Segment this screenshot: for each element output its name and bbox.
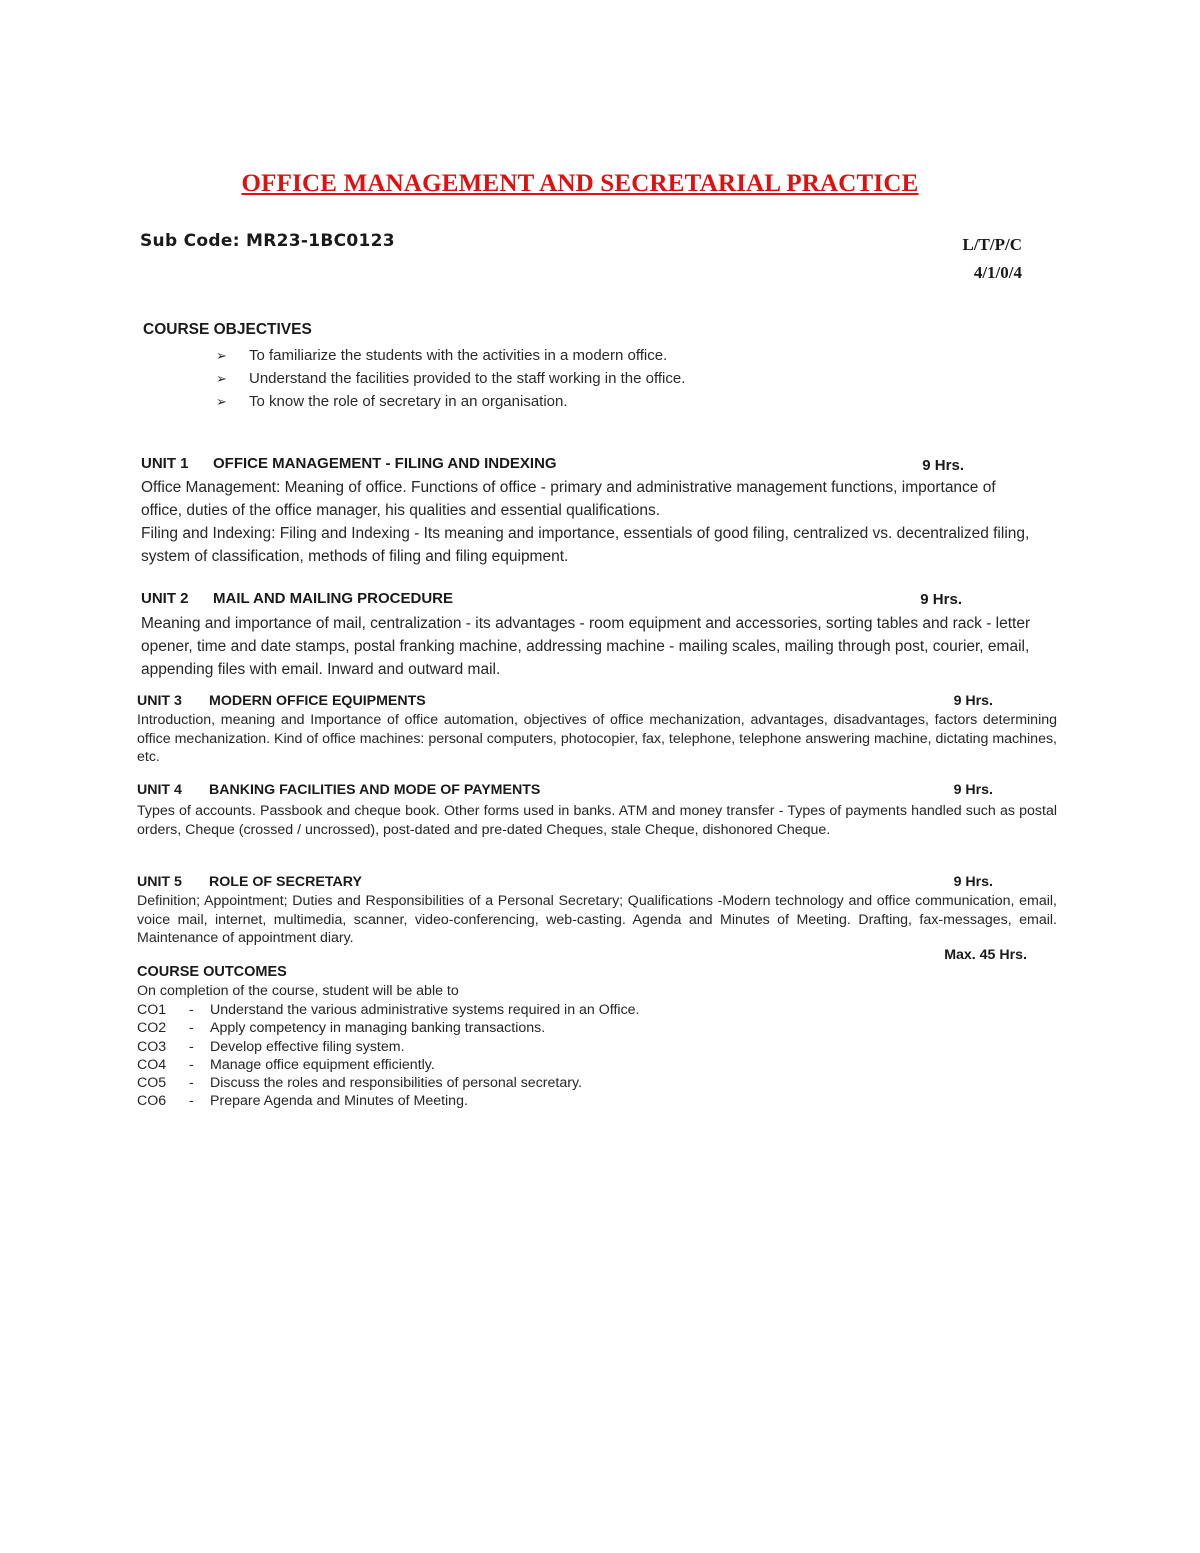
outcome-item: CO4 - Manage office equipment efficiently. [137, 1056, 435, 1073]
unit-1-paragraph-2: Filing and Indexing: Filing and Indexing - Its meaning and importance, essentials of good filing, centralized vs. decentralized filing, system of classification, methods of filing and filing equipment. [141, 525, 1030, 565]
max-hours: Max. 45 Hrs. [944, 947, 1027, 963]
unit-3-heading: UNIT 3 MODERN OFFICE EQUIPMENTS [137, 693, 426, 709]
outcome-item: CO5 - Discuss the roles and responsibilities of personal secretary. [137, 1075, 582, 1092]
objectives-list [216, 344, 685, 413]
arrow-bullet-icon: ➢ [216, 348, 227, 363]
objective-item: ➢ To familiarize the students with the activities in a modern office. [216, 344, 685, 367]
ltpc-value: 4/1/0/4 [973, 263, 1022, 282]
unit-5-hours: 9 Hrs. [953, 874, 993, 890]
unit-5-paragraph: Definition; Appointment; Duties and Responsibilities of a Personal Secretary; Qualifications -Modern technology and office communication, email, voice mail, internet, multimedia, scanner, video-conferencing, web-casting. Agenda and Minutes of Meeting. Drafting, fax-messages, email. Maintenance of appointment diary. [137, 893, 1057, 946]
unit-1-paragraph-1: Office Management: Meaning of office. Functions of office - primary and administrative management functions, importance of office, duties of the office manager, his qualities and essential qualifications. [141, 479, 996, 519]
outcomes-intro: On completion of the course, student will be able to [137, 983, 459, 999]
unit-2-hours: 9 Hrs. [920, 591, 962, 608]
objective-item: ➢ To know the role of secretary in an organisation. [216, 390, 685, 413]
outcomes-list [137, 1001, 640, 1111]
ltpc-block [962, 231, 1022, 287]
outcome-item: CO2 - Apply competency in managing banking transactions. [137, 1020, 546, 1037]
unit-3-paragraph: Introduction, meaning and Importance of office automation, objectives of office mechanization, advantages, disadvantages, factors determining office mechanization. Kind of office machines: personal computers, photocopier, fax, telephone, telephone answering machine, dictating machines, etc. [137, 712, 1057, 765]
unit-5-heading: UNIT 5 ROLE OF SECRETARY [137, 874, 362, 890]
unit-2-heading: UNIT 2 MAIL AND MAILING PROCEDURE [141, 590, 453, 607]
unit-4-paragraph: Types of accounts. Passbook and cheque book. Other forms used in banks. ATM and money transfer - Types of payments handled such as postal orders, Cheque (crossed / uncrossed), post-dated and pre-dated Cheques, stale Cheque, dishonored Cheque. [137, 803, 1057, 838]
unit-4-hours: 9 Hrs. [953, 782, 993, 798]
document-title: OFFICE MANAGEMENT AND SECRETARIAL PRACTICE [241, 170, 919, 197]
arrow-bullet-icon: ➢ [216, 394, 227, 409]
outcome-item: CO3 - Develop effective filing system. [137, 1038, 405, 1055]
outcomes-heading: COURSE OUTCOMES [137, 964, 287, 980]
arrow-bullet-icon: ➢ [216, 371, 227, 386]
unit-4-heading: UNIT 4 BANKING FACILITIES AND MODE OF PAYMENTS [137, 782, 541, 798]
outcome-item: CO1 - Understand the various administrative systems required in an Office. [137, 1002, 640, 1018]
outcome-item: CO6 - Prepare Agenda and Minutes of Meeting. [137, 1093, 468, 1110]
objective-item: ➢ Understand the facilities provided to the staff working in the office. [216, 367, 685, 390]
unit-1-hours: 9 Hrs. [922, 457, 964, 474]
unit-1-heading: UNIT 1 OFFICE MANAGEMENT - FILING AND INDEXING [141, 455, 557, 472]
unit-3-hours: 9 Hrs. [953, 693, 993, 709]
unit-2-paragraph: Meaning and importance of mail, centralization - its advantages - room equipment and accessories, sorting tables and rack - letter opener, time and date stamps, postal franking machine, addressing machine - mailing scales, mailing through post, courier, email, appending files with email. Inward and outward mail. [141, 615, 1031, 678]
ltpc-label: L/T/P/C [962, 235, 1022, 254]
objectives-heading: COURSE OBJECTIVES [143, 321, 312, 338]
subject-code: Sub Code: MR23-1BC0123 [140, 231, 395, 251]
